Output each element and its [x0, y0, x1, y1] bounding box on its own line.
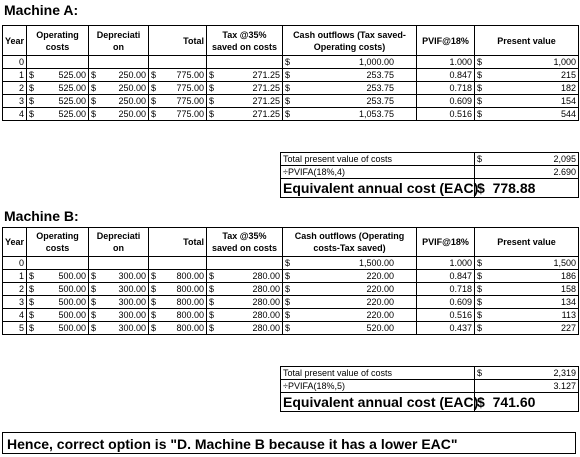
header-cash-outflows: Cash outflows (Tax saved- Operating costs) [283, 26, 417, 56]
table-row [3, 257, 579, 270]
year-cell: 2 [3, 283, 27, 296]
eac-value: $ 778.88 [475, 179, 579, 198]
total-cell [149, 257, 207, 270]
depreciation-cell: $ 300.00 [89, 322, 149, 335]
total-cell: $ 800.00 [149, 296, 207, 309]
total-cell: $ 800.00 [149, 322, 207, 335]
pvif-cell: 0.437 [417, 322, 475, 335]
total-cell: $ 775.00 [149, 95, 207, 108]
pvifa-label: ÷PVIFA(18%,4) [281, 166, 475, 179]
header-year: Year [3, 26, 27, 56]
conclusion: Hence, correct option is "D. Machine B because it has a lower EAC" [2, 432, 576, 454]
table-row [3, 69, 579, 82]
cash-outflow-cell: $ 253.75 [283, 95, 417, 108]
tax-saved-cell: $ 280.00 [207, 309, 283, 322]
operating-cost-cell: $ 500.00 [27, 283, 89, 296]
operating-cost-cell: $ 500.00 [27, 296, 89, 309]
tax-saved-cell: $ 280.00 [207, 322, 283, 335]
pvif-cell: 1.000 [417, 257, 475, 270]
present-value-cell: $ 182 [475, 82, 579, 95]
total-pv-value: $ 2,319 [475, 367, 579, 380]
pvif-cell: 0.718 [417, 82, 475, 95]
year-cell: 3 [3, 296, 27, 309]
total-cell: $ 800.00 [149, 309, 207, 322]
present-value-cell: $ 113 [475, 309, 579, 322]
table-row [3, 322, 579, 335]
machine-a-totals [280, 152, 579, 198]
cash-outflow-cell: $ 1,000.00 [283, 56, 417, 69]
pvif-cell: 0.847 [417, 270, 475, 283]
machine-a-title: Machine A: [4, 2, 79, 18]
tax-saved-cell: $ 280.00 [207, 283, 283, 296]
operating-cost-cell [27, 257, 89, 270]
present-value-cell: $ 186 [475, 270, 579, 283]
table-row [3, 95, 579, 108]
pvif-cell: 0.609 [417, 95, 475, 108]
header-depreciation: Depreciati on [89, 228, 149, 257]
header-year: Year [3, 228, 27, 257]
operating-cost-cell: $ 525.00 [27, 95, 89, 108]
present-value-cell: $ 158 [475, 283, 579, 296]
table-row [3, 82, 579, 95]
year-cell: 1 [3, 270, 27, 283]
pvifa-value: 3.127 [475, 380, 579, 393]
header-depreciation: Depreciati on [89, 26, 149, 56]
header-pvif: PVIF@18% [417, 228, 475, 257]
header-total: Total [149, 228, 207, 257]
year-cell: 4 [3, 108, 27, 121]
tax-saved-cell: $ 280.00 [207, 296, 283, 309]
pvif-cell: 0.847 [417, 69, 475, 82]
tax-saved-cell: $ 280.00 [207, 270, 283, 283]
machine-b-table [2, 227, 579, 335]
table-row [3, 270, 579, 283]
tax-saved-cell: $ 271.25 [207, 82, 283, 95]
cash-outflow-cell: $ 520.00 [283, 322, 417, 335]
present-value-cell: $ 227 [475, 322, 579, 335]
header-operating-costs: Operating costs [27, 228, 89, 257]
header-total: Total [149, 26, 207, 56]
pvifa-value: 2.690 [475, 166, 579, 179]
tax-saved-cell: $ 271.25 [207, 95, 283, 108]
header-tax-saved: Tax @35% saved on costs [207, 26, 283, 56]
total-pv-label: Total present value of costs [281, 153, 475, 166]
present-value-cell: $ 215 [475, 69, 579, 82]
cash-outflow-cell: $ 1,500.00 [283, 257, 417, 270]
pvif-cell: 0.516 [417, 309, 475, 322]
year-cell: 0 [3, 56, 27, 69]
present-value-cell: $ 544 [475, 108, 579, 121]
machine-b-totals [280, 366, 579, 412]
operating-cost-cell: $ 525.00 [27, 69, 89, 82]
year-cell: 0 [3, 257, 27, 270]
operating-cost-cell: $ 525.00 [27, 108, 89, 121]
header-cash-outflows: Cash outflows (Operating costs-Tax saved) [283, 228, 417, 257]
pvif-cell: 0.718 [417, 283, 475, 296]
cash-outflow-cell: $ 253.75 [283, 69, 417, 82]
total-pv-label: Total present value of costs [281, 367, 475, 380]
present-value-cell: $ 1,000 [475, 56, 579, 69]
present-value-cell: $ 1,500 [475, 257, 579, 270]
depreciation-cell: $ 250.00 [89, 95, 149, 108]
depreciation-cell: $ 300.00 [89, 270, 149, 283]
depreciation-cell: $ 300.00 [89, 283, 149, 296]
table-row [3, 283, 579, 296]
operating-cost-cell: $ 500.00 [27, 322, 89, 335]
machine-b-title: Machine B: [4, 208, 79, 224]
total-cell: $ 775.00 [149, 69, 207, 82]
total-cell: $ 800.00 [149, 270, 207, 283]
tax-saved-cell [207, 257, 283, 270]
header-pvif: PVIF@18% [417, 26, 475, 56]
depreciation-cell [89, 56, 149, 69]
total-cell: $ 800.00 [149, 283, 207, 296]
depreciation-cell [89, 257, 149, 270]
depreciation-cell: $ 250.00 [89, 108, 149, 121]
pvifa-label: ÷PVIFA(18%,5) [281, 380, 475, 393]
tax-saved-cell [207, 56, 283, 69]
year-cell: 4 [3, 309, 27, 322]
depreciation-cell: $ 300.00 [89, 296, 149, 309]
cash-outflow-cell: $ 220.00 [283, 270, 417, 283]
header-present-value: Present value [475, 26, 579, 56]
year-cell: 2 [3, 82, 27, 95]
pvif-cell: 0.516 [417, 108, 475, 121]
header-present-value: Present value [475, 228, 579, 257]
machine-a-table [2, 25, 579, 121]
table-row [3, 296, 579, 309]
pvif-cell: 1.000 [417, 56, 475, 69]
table-row [3, 309, 579, 322]
header-operating-costs: Operating costs [27, 26, 89, 56]
pvif-cell: 0.609 [417, 296, 475, 309]
eac-label: Equivalent annual cost (EAC) [281, 179, 475, 198]
depreciation-cell: $ 250.00 [89, 82, 149, 95]
cash-outflow-cell: $ 220.00 [283, 283, 417, 296]
year-cell: 3 [3, 95, 27, 108]
depreciation-cell: $ 300.00 [89, 309, 149, 322]
year-cell: 5 [3, 322, 27, 335]
cash-outflow-cell: $ 220.00 [283, 309, 417, 322]
present-value-cell: $ 154 [475, 95, 579, 108]
cash-outflow-cell: $ 253.75 [283, 82, 417, 95]
eac-value: $ 741.60 [475, 393, 579, 412]
total-cell [149, 56, 207, 69]
total-pv-value: $ 2,095 [475, 153, 579, 166]
total-cell: $ 775.00 [149, 82, 207, 95]
total-cell: $ 775.00 [149, 108, 207, 121]
table-row [3, 108, 579, 121]
header-tax-saved: Tax @35% saved on costs [207, 228, 283, 257]
eac-label: Equivalent annual cost (EAC) [281, 393, 475, 412]
tax-saved-cell: $ 271.25 [207, 69, 283, 82]
operating-cost-cell [27, 56, 89, 69]
cash-outflow-cell: $ 220.00 [283, 296, 417, 309]
table-row [3, 56, 579, 69]
cash-outflow-cell: $ 1,053.75 [283, 108, 417, 121]
tax-saved-cell: $ 271.25 [207, 108, 283, 121]
depreciation-cell: $ 250.00 [89, 69, 149, 82]
operating-cost-cell: $ 500.00 [27, 309, 89, 322]
operating-cost-cell: $ 500.00 [27, 270, 89, 283]
year-cell: 1 [3, 69, 27, 82]
present-value-cell: $ 134 [475, 296, 579, 309]
operating-cost-cell: $ 525.00 [27, 82, 89, 95]
